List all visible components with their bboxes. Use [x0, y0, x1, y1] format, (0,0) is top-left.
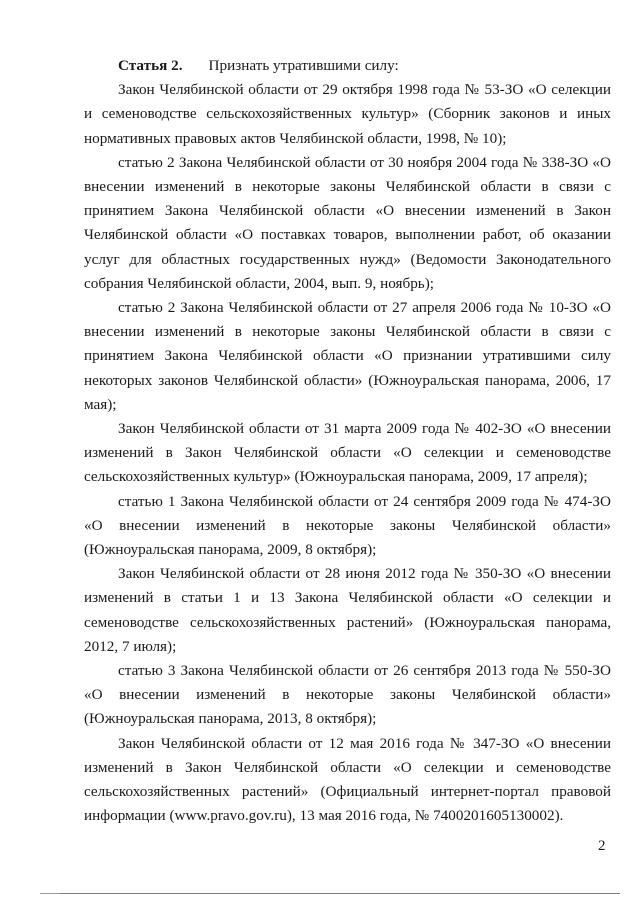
- page-number: 2: [598, 838, 606, 854]
- paragraph-1: Закон Челябинской области от 29 октября 1998 года № 53-ЗО «О селекции и семеноводстве сельскохозяйственных культур» (Сборник законов и иных нормативных правовых актов Челябинской области, 1998, № 10);: [84, 81, 611, 147]
- paragraph-3: статью 2 Закона Челябинской области от 27 апреля 2006 года № 10-ЗО «О внесении изменений в некоторые законы Челябинской области в связи с принятием Закона Челябинской области «О признании утратившими силу некоторых законов Челябинской области» (Южноуральская панорама, 2006, 17 мая);: [84, 299, 611, 413]
- document-body: [84, 54, 611, 829]
- paragraph-5: статью 1 Закона Челябинской области от 24 сентября 2009 года № 474-ЗО «О внесении изменений в некоторые законы Челябинской области» (Южноуральская панорама, 2009, 8 октября);: [84, 492, 611, 559]
- article-number: Статья 2.: [118, 57, 183, 74]
- paragraph-6: Закон Челябинской области от 28 июня 2012 года № 350-ЗО «О внесении изменений в статьи 1 и 13 Закона Челябинской области «О селекции и семеноводстве сельскохозяйственных растений» (Южноуральская панорама, 2012, 7 июля);: [84, 565, 611, 655]
- paragraph-8: Закон Челябинской области от 12 мая 2016 года № 347-ЗО «О внесении изменений в Закон Челябинской области «О селекции и семеноводстве сельскохозяйственных растений» (Официальный интернет-портал правовой информации (www.pravo.gov.ru), 13 мая 2016 года, № 7400201605130002).: [84, 734, 611, 825]
- article-title: Признать утратившими силу:: [208, 57, 399, 74]
- article-heading: [84, 54, 611, 78]
- paragraph-4: Закон Челябинской области от 31 марта 2009 года № 402-ЗО «О внесении изменений в Закон Челябинской области «О селекции и семеноводстве сельскохозяйственных культур» (Южноуральская панорама, 2009, 17 апреля);: [84, 420, 611, 486]
- paragraph-2: статью 2 Закона Челябинской области от 30 ноября 2004 года № 338-ЗО «О внесении изменений в некоторые законы Челябинской области в связи с принятием Закона Челябинской области «О внесении изменений в Закон Челябинской области «О поставках товаров, выполнении работ, об оказании услуг для областных государственных нужд» (Ведомости Законодательного собрания Челябинской области, 2004, вып. 9, ноябрь);: [84, 153, 611, 292]
- paragraph-7: статью 3 Закона Челябинской области от 26 сентября 2013 года № 550-ЗО «О внесении изменений в некоторые законы Челябинской области» (Южноуральская панорама, 2013, 8 октября);: [84, 662, 611, 728]
- scan-edge-line: [60, 893, 620, 894]
